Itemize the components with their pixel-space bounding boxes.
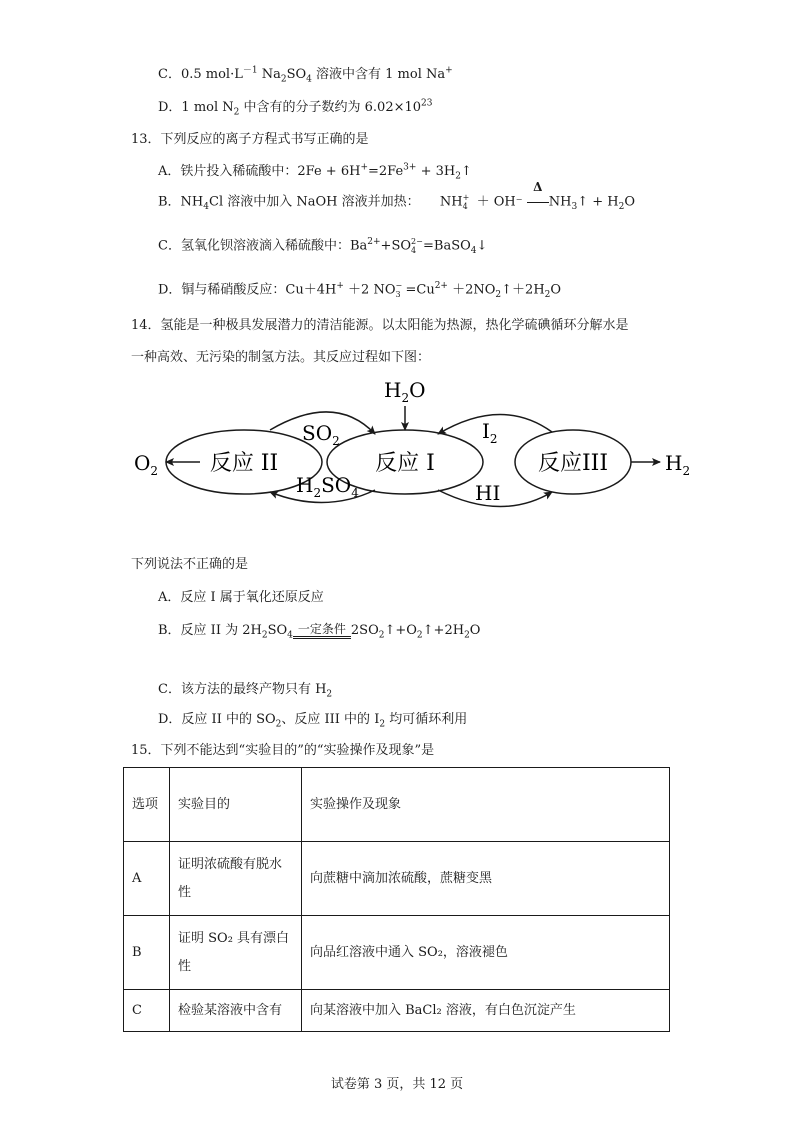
q13-option-b: B．$NH_4Cl$ 溶液中加入 NaOH 溶液并加热： NH + 4 ＋ OH⁻ Δ $NH_3↑ + H_2O$ xyxy=(158,179,636,213)
row-purpose: 证明浓硫酸有脱水性 xyxy=(170,842,302,916)
row-operation: 向蔗糖中滴加浓硫酸，蔗糖变黑 xyxy=(302,842,670,916)
q14-option-b: B．反应 II 为 $2H_2SO_4$ 一定条件 $2SO_2↑+O_2↑+2H_2O$ xyxy=(158,622,481,641)
experiment-table xyxy=(123,767,670,1032)
so2-label: $SO_2$ xyxy=(302,421,340,448)
q12-option-d: D．1 mol $N_2$ 中含有的分子数约为 $6.02\times 10^{23}$ xyxy=(158,98,433,118)
q14-option-d: D．反应 II 中的 $SO_2$、反应 III 中的 $I_2$ 均可循环利用 xyxy=(158,712,468,730)
row-option: C xyxy=(124,990,170,1032)
q13-option-d: D．铜与稀硝酸反应：Cu＋4H+ ＋2 NO − 3 $=Cu^{2+}$ $+2NO_2↑+2H_2O$ xyxy=(158,281,562,301)
reaction-1-label: 反应 I xyxy=(375,451,435,476)
header-purpose: 实验目的 xyxy=(170,768,302,842)
i2-label: $I_2$ xyxy=(482,419,498,446)
h2o-label: $H_2O$ xyxy=(384,378,426,405)
h2so4-label: $H_2SO_4$ xyxy=(296,473,359,500)
row-operation: 向某溶液中加入 BaCl₂ 溶液，有白色沉淀产生 xyxy=(302,990,670,1032)
q12-option-c: C．0.5 $mol\cdot L^{-1}$ $Na_2SO_4$ 溶液中含有 1 mol Na+ xyxy=(158,65,453,85)
q14-stem-line2: 一种高效、无污染的制氢方法。其反应过程如下图： xyxy=(131,350,431,365)
q14-option-a: A．反应 I 属于氧化还原反应 xyxy=(158,590,324,605)
row-option: B xyxy=(124,916,170,990)
q13-option-a: A．铁片投入稀硫酸中：$2Fe + 6H^+=2Fe^{3+}$ + $3H_2↑$ xyxy=(158,162,472,182)
table-row xyxy=(124,916,670,990)
page-footer: 试卷第 3 页，共 12 页 xyxy=(330,1077,464,1092)
hi-label: HI xyxy=(475,481,501,505)
row-purpose: 证明 SO₂ 具有漂白性 xyxy=(170,916,302,990)
row-operation: 向品红溶液中通入 SO₂，溶液褪色 xyxy=(302,916,670,990)
reaction-cycle-diagram xyxy=(120,372,700,522)
q13-stem: 13．下列反应的离子方程式书写正确的是 xyxy=(131,132,369,147)
header-operation: 实验操作及现象 xyxy=(302,768,670,842)
header-option: 选项 xyxy=(124,768,170,842)
q14-stem-line1: 14．氢能是一种极具发展潜力的清洁能源。以太阳能为热源，热化学硫碘循环分解水是 xyxy=(131,318,629,333)
row-purpose: 检验某溶液中含有 xyxy=(170,990,302,1032)
h2-label: $H_2$ xyxy=(665,451,691,478)
reaction-3-label: 反应III xyxy=(537,451,609,476)
row-option: A xyxy=(124,842,170,916)
o2-label: $O_2$ xyxy=(134,451,159,478)
q15-stem: 15．下列不能达到“实验目的”的“实验操作及现象”是 xyxy=(131,743,435,758)
reaction-2-label: 反应 II xyxy=(209,451,279,476)
table-row xyxy=(124,990,670,1032)
table-header-row xyxy=(124,768,670,842)
q14-option-c: C．该方法的最终产物只有 $H_2$ xyxy=(158,682,333,700)
q14-prompt: 下列说法不正确的是 xyxy=(131,557,249,572)
table-row xyxy=(124,842,670,916)
q13-option-c: C．氢氧化钡溶液滴入稀硫酸中：$Ba^{2+}+SO$ 2− 4 =BaSO$_4$↓ xyxy=(158,237,488,257)
